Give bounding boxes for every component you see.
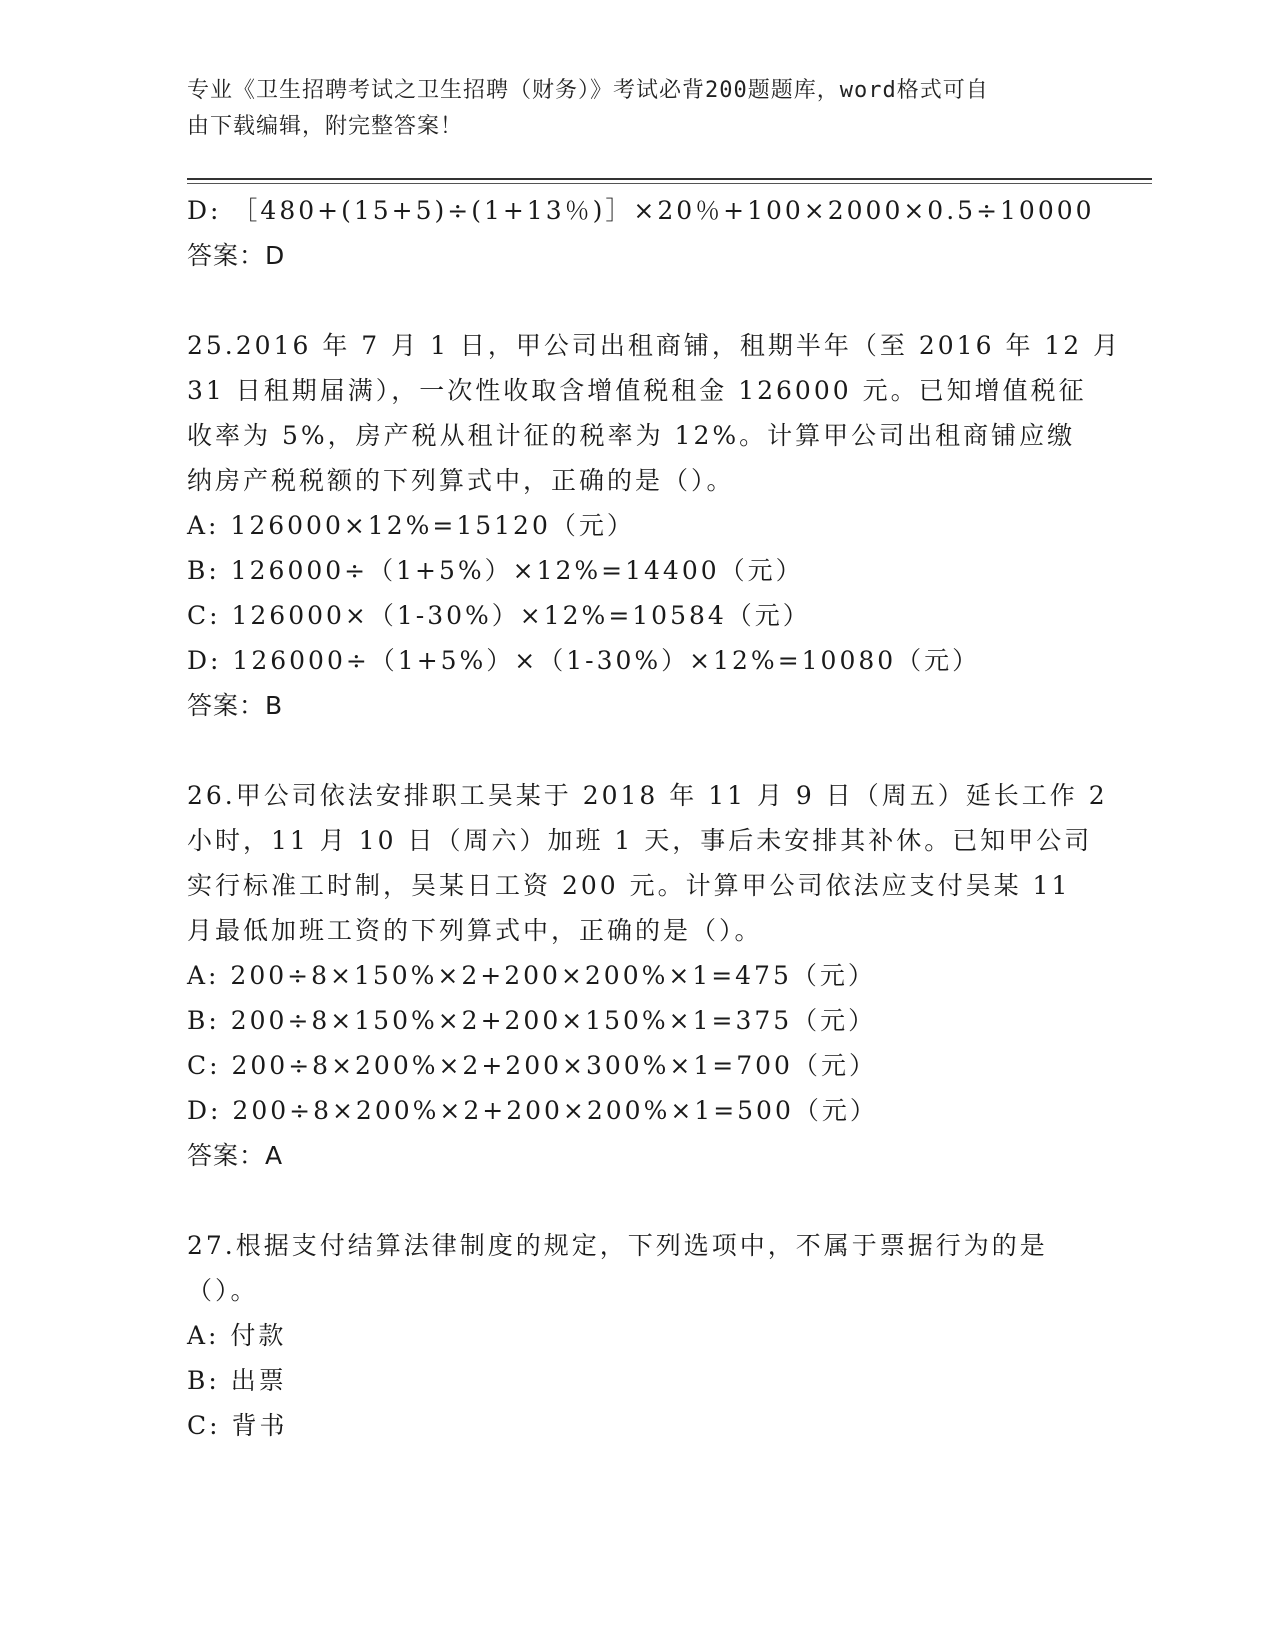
stem-line: 实行标准工时制，吴某日工资 200 元。计算甲公司依法应支付吴某 11 xyxy=(187,871,1071,900)
answer-line: 答案：D xyxy=(187,241,286,270)
header-line-1: 专业《卫生招聘考试之卫生招聘（财务）》考试必背200题题库，word格式可自 xyxy=(187,78,989,103)
question-stem xyxy=(187,773,1108,953)
option-d: D: 126000÷（1+5%）×（1-30%）×12%=10080（元） xyxy=(187,646,981,675)
question-25 xyxy=(187,323,1122,728)
document-header xyxy=(187,73,1067,145)
option-c: C: 126000×（1-30%）×12%=10584（元） xyxy=(187,601,811,630)
option-a: A: 126000×12%=15120（元） xyxy=(187,511,635,540)
stem-line: 收率为 5%，房产税从租计征的税率为 12%。计算甲公司出租商铺应缴 xyxy=(187,421,1076,450)
answer-line: 答案：A xyxy=(187,1141,284,1170)
stem-line: 26.甲公司依法安排职工吴某于 2018 年 11 月 9 日（周五）延长工作 2 xyxy=(187,781,1108,810)
option-b: B: 出票 xyxy=(187,1366,287,1395)
option-b: B: 126000÷（1+5%）×12%=14400（元） xyxy=(187,556,804,585)
stem-line: 纳房产税税额的下列算式中，正确的是（）。 xyxy=(187,466,735,495)
option-a: A: 200÷8×150%×2+200×200%×1=475（元） xyxy=(187,961,876,990)
stem-line: 27.根据支付结算法律制度的规定，下列选项中，不属于票据行为的是 xyxy=(187,1231,1048,1260)
previous-question-tail xyxy=(187,188,1095,278)
question-27 xyxy=(187,1223,1087,1448)
stem-line: 25.2016 年 7 月 1 日，甲公司出租商铺，租期半年（至 2016 年 12 月 xyxy=(187,331,1122,360)
option-b: B: 200÷8×150%×2+200×150%×1=375（元） xyxy=(187,1006,877,1035)
stem-line: 小时，11 月 10 日（周六）加班 1 天，事后未安排其补休。已知甲公司 xyxy=(187,826,1093,855)
option-a: A: 付款 xyxy=(187,1321,287,1350)
header-line-2: 由下载编辑，附完整答案！ xyxy=(187,114,464,139)
stem-line: （）。 xyxy=(187,1276,259,1305)
question-26 xyxy=(187,773,1108,1178)
header-divider-thin xyxy=(187,183,1152,184)
stem-line: 31 日租期届满），一次性收取含增值税租金 126000 元。已知增值税征 xyxy=(187,376,1087,405)
stem-line: 月最低加班工资的下列算式中，正确的是（）。 xyxy=(187,916,763,945)
question-stem xyxy=(187,1223,1067,1313)
answer-line: 答案：B xyxy=(187,691,284,720)
option-c: C: 200÷8×200%×2+200×300%×1=700（元） xyxy=(187,1051,877,1080)
option-c: C: 背书 xyxy=(187,1411,288,1440)
document-body xyxy=(187,188,1122,1448)
question-stem xyxy=(187,323,1122,503)
header-divider-thick xyxy=(187,178,1152,180)
option-d: D: ［480+(15+5)÷(1+13％)］×20％+100×2000×0.5÷10000 xyxy=(187,196,1095,225)
option-d: D: 200÷8×200%×2+200×200%×1=500（元） xyxy=(187,1096,878,1125)
